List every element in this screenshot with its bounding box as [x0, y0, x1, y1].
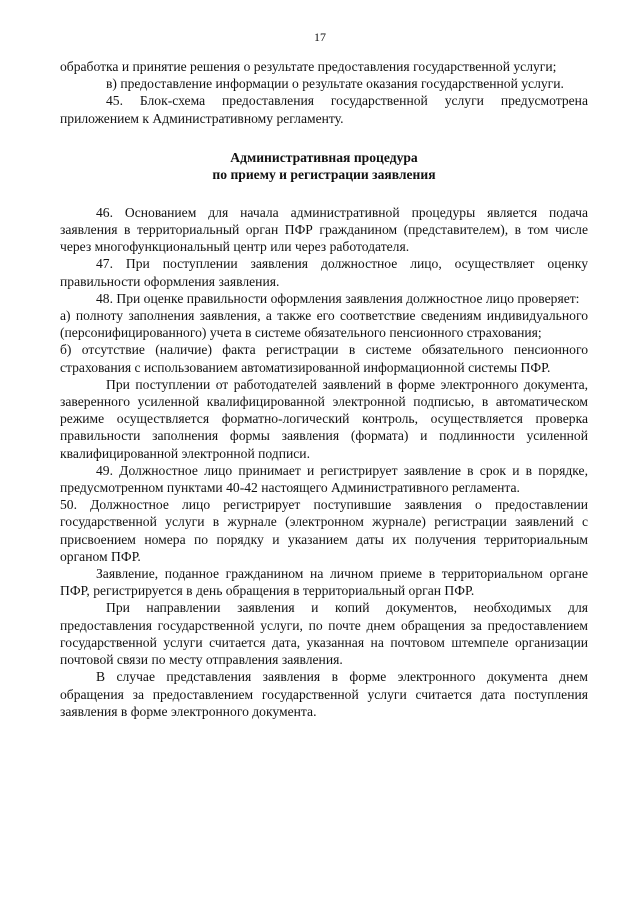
paragraph-47: 47. При поступлении заявления должностное лицо, осуществляет оценку правильности оформления заявления. — [60, 256, 588, 289]
paragraph-49: 49. Должностное лицо принимает и регистрирует заявление в срок и в порядке, предусмотренном пунктами 40-42 настоящего Административного регламента. — [60, 462, 588, 496]
paragraph-48: 48. При оценке правильности оформления заявления должностное лицо проверяет: — [96, 290, 580, 306]
section-heading-line2: по приему и регистрации заявления — [212, 167, 436, 183]
paragraph-postal: При направлении заявления и копий документов, необходимых для предоставления государственной услуги, по почте днем обращения за предоставлением государственной услуги считается дата, указанная на почтовом штемпеле организации почтовой связи по месту отправления заявления. — [60, 600, 588, 668]
document-body — [60, 58, 588, 720]
paragraph-electronic-form: В случае представления заявления в форме электронного документа днем обращения за предоставлением государственной услуги считается дата поступления заявления в форме электронного документа. — [60, 669, 588, 719]
paragraph-48-b: б) отсутствие (наличие) факта регистрации в системе обязательного пенсионного страхования с использованием автоматизированной информационной системы ПФР. — [60, 342, 588, 375]
section-heading — [60, 149, 588, 184]
paragraph-48-a: а) полноту заполнения заявления, а также его соответствие сведениям индивидуального (персонифицированного) учета в системе обязательного пенсионного страхования; — [60, 308, 588, 341]
paragraph-continuation: обработка и принятие решения о результате предоставления государственной услуги; — [60, 59, 557, 74]
paragraph-50: 50. Должностное лицо регистрирует поступившие заявления о предоставлении государственной услуги в журнале (электронном журнале) регистрации заявлений с присвоением номера по порядку и указанием даты их получения территориальным органом ПФР. — [60, 497, 588, 564]
paragraph-item-v: в) предоставление информации о результате оказания государственной услуги. — [106, 76, 564, 92]
paragraph-45: 45. Блок-схема предоставления государственной услуги предусмотрена приложением к Административному регламенту. — [60, 93, 588, 126]
section-heading-line1: Административная процедура — [230, 149, 418, 165]
paragraph-electronic-docs: При поступлении от работодателей заявлений в форме электронного документа, заверенного усиленной квалифицированной электронной подписью, в автоматическом режиме осуществляется форматно-логический контроль, осуществляется проверка правильности заполнения формы заявления (формата) и подлинности усиленной квалифицированной электронной подписи. — [60, 376, 588, 461]
paragraph-personal-reception: Заявление, поданное гражданином на личном приеме в территориальном органе ПФР, регистрируется в день обращения в территориальный орган ПФР. — [60, 566, 588, 599]
page-number: 17 — [314, 30, 326, 44]
paragraph-46: 46. Основанием для начала административной процедуры является подача заявления в территориальный орган ПФР гражданином (представителем), в том числе через многофункциональный центр или через работодателя. — [60, 204, 588, 255]
